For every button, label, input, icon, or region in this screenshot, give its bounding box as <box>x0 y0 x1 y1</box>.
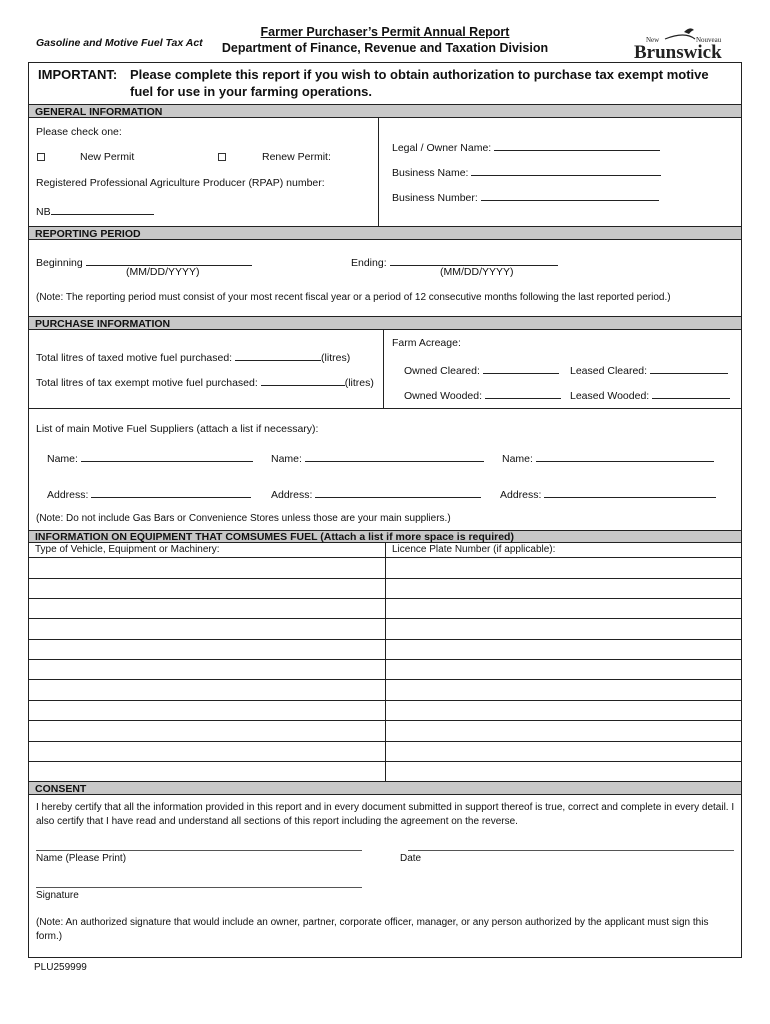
logo-nouveau: Nouveau <box>696 36 722 44</box>
nb-field[interactable] <box>36 203 154 218</box>
exempt-litres-field[interactable] <box>36 374 374 389</box>
equipment-row[interactable] <box>29 741 741 742</box>
check-one-label: Please check one: <box>36 126 122 138</box>
rpap-label: Registered Professional Agriculture Producer (RPAP) number: <box>36 177 325 189</box>
supplier-2-name-input[interactable] <box>305 450 484 462</box>
business-name-field[interactable] <box>392 164 661 179</box>
form-title-block <box>200 24 570 56</box>
legal-owner-field[interactable] <box>392 139 660 154</box>
beginning-label: Beginning <box>36 257 83 269</box>
logo-new: New <box>646 36 660 44</box>
rpap-number-input[interactable] <box>51 203 154 215</box>
taxed-litres-field[interactable] <box>36 349 350 364</box>
logo-brunswick: Brunswick <box>634 42 722 62</box>
equipment-row[interactable] <box>29 700 741 701</box>
business-number-label: Business Number: <box>392 192 478 204</box>
form-number: PLU259999 <box>34 962 87 973</box>
equipment-row[interactable] <box>29 578 741 579</box>
leased-wooded-input[interactable] <box>652 387 730 399</box>
renew-permit-label: Renew Permit: <box>262 151 331 163</box>
logo-graphic <box>632 26 736 62</box>
important-notice <box>38 66 738 99</box>
supplier-1-address-input[interactable] <box>91 486 251 498</box>
purchase-information-heading: PURCHASE INFORMATION <box>29 316 741 330</box>
exempt-litres-input[interactable] <box>261 374 345 386</box>
exempt-litres-unit: (litres) <box>344 377 374 389</box>
supplier-2-address-input[interactable] <box>315 486 481 498</box>
owned-wooded-field[interactable] <box>404 387 561 402</box>
consent-note: (Note: An authorized signature that would include an owner, partner, corporate officer, manager, or any person authorized by the applicant must sign this form.) <box>36 917 709 942</box>
suppliers-list-label: List of main Motive Fuel Suppliers (attach a list if necessary): <box>36 423 319 435</box>
date-label: Date <box>400 853 422 864</box>
renew-permit-checkbox[interactable] <box>218 153 226 161</box>
important-text: Please complete this report if you wish to obtain authorization to purchase tax exempt motive fuel for use in your farming operations. <box>130 67 709 99</box>
name-print-label: Name (Please Print) <box>36 853 127 864</box>
supplier-3-name-field[interactable] <box>502 450 714 465</box>
equipment-row[interactable] <box>29 761 741 762</box>
business-number-input[interactable] <box>481 189 659 201</box>
leased-wooded-label: Leased Wooded: <box>570 390 650 402</box>
licence-plate-header: Licence Plate Number (if applicable): <box>392 544 556 555</box>
legal-owner-label: Legal / Owner Name: <box>392 142 492 154</box>
new-permit-label: New Permit <box>80 151 135 163</box>
equipment-row[interactable] <box>29 659 741 660</box>
supplier-address-label: Address: <box>271 489 313 501</box>
signature-label: Signature <box>36 890 79 901</box>
nb-label: NB <box>36 206 51 218</box>
bird-icon <box>684 28 694 34</box>
owned-wooded-input[interactable] <box>485 387 561 399</box>
taxed-litres-unit: (litres) <box>321 352 351 364</box>
reporting-note: (Note: The reporting period must consist of your most recent fiscal year or a period of 12 consecutive months following the last reported period.) <box>36 292 671 303</box>
form-title: Farmer Purchaser’s Permit Annual Report <box>260 25 510 39</box>
beginning-format: (MM/DD/YYYY) <box>126 266 200 278</box>
taxed-litres-label: Total litres of taxed motive fuel purchased: <box>36 352 233 364</box>
equipment-row[interactable] <box>29 618 741 619</box>
ending-format: (MM/DD/YYYY) <box>440 266 514 278</box>
supplier-3-address-field[interactable] <box>500 486 716 501</box>
supplier-name-label: Name: <box>47 453 78 465</box>
owned-cleared-label: Owned Cleared: <box>404 365 480 377</box>
new-brunswick-logo <box>632 26 736 62</box>
owned-cleared-field[interactable] <box>404 362 559 377</box>
supplier-3-name-input[interactable] <box>536 450 714 462</box>
taxed-litres-input[interactable] <box>235 349 321 361</box>
ending-date-input[interactable] <box>390 254 558 266</box>
equipment-heading: INFORMATION ON EQUIPMENT THAT COMSUMES FUEL (Attach a list if more space is required) <box>29 530 741 543</box>
equipment-row[interactable] <box>29 679 741 680</box>
owned-wooded-label: Owned Wooded: <box>404 390 483 402</box>
supplier-address-label: Address: <box>500 489 542 501</box>
leased-cleared-input[interactable] <box>650 362 728 374</box>
equipment-row[interactable] <box>29 639 741 640</box>
important-label: IMPORTANT: <box>38 67 118 82</box>
beginning-date-input[interactable] <box>86 254 252 266</box>
general-information-heading: GENERAL INFORMATION <box>29 104 741 118</box>
equipment-type-header: Type of Vehicle, Equipment or Machinery: <box>35 544 220 555</box>
ending-label: Ending: <box>351 257 387 269</box>
supplier-address-label: Address: <box>47 489 89 501</box>
department-name: Department of Finance, Revenue and Taxation Division <box>221 41 549 55</box>
date-line[interactable] <box>408 850 734 851</box>
supplier-1-name-field[interactable] <box>47 450 253 465</box>
supplier-name-label: Name: <box>502 453 533 465</box>
reporting-period-heading: REPORTING PERIOD <box>29 226 741 240</box>
business-name-label: Business Name: <box>392 167 469 179</box>
suppliers-note: (Note: Do not include Gas Bars or Convenience Stores unless those are your main suppliers.) <box>36 513 451 524</box>
signature-line[interactable] <box>36 887 362 888</box>
legal-owner-input[interactable] <box>494 139 660 151</box>
business-name-input[interactable] <box>471 164 661 176</box>
owned-cleared-input[interactable] <box>483 362 559 374</box>
equipment-row[interactable] <box>29 557 741 558</box>
name-print-line[interactable] <box>36 850 362 851</box>
equipment-row[interactable] <box>29 720 741 721</box>
equipment-row[interactable] <box>29 598 741 599</box>
supplier-2-name-field[interactable] <box>271 450 484 465</box>
farm-acreage-label: Farm Acreage: <box>392 337 461 349</box>
leased-cleared-field[interactable] <box>570 362 728 377</box>
leased-cleared-label: Leased Cleared: <box>570 365 648 377</box>
business-number-field[interactable] <box>392 189 659 204</box>
new-permit-checkbox[interactable] <box>37 153 45 161</box>
consent-text: I hereby certify that all the information provided in this report and in every document submitted in support thereof is true, correct and complete in every detail. I also certify that I have read and understand all sections of this report including the agreement on the reverse. <box>36 802 735 827</box>
supplier-3-address-input[interactable] <box>544 486 716 498</box>
act-name: Gasoline and Motive Fuel Tax Act <box>36 37 203 49</box>
supplier-1-name-input[interactable] <box>81 450 253 462</box>
supplier-1-address-field[interactable] <box>47 486 251 501</box>
leased-wooded-field[interactable] <box>570 387 730 402</box>
consent-heading: CONSENT <box>29 781 741 795</box>
supplier-name-label: Name: <box>271 453 302 465</box>
exempt-litres-label: Total litres of tax exempt motive fuel purchased: <box>36 377 258 389</box>
supplier-2-address-field[interactable] <box>271 486 481 501</box>
